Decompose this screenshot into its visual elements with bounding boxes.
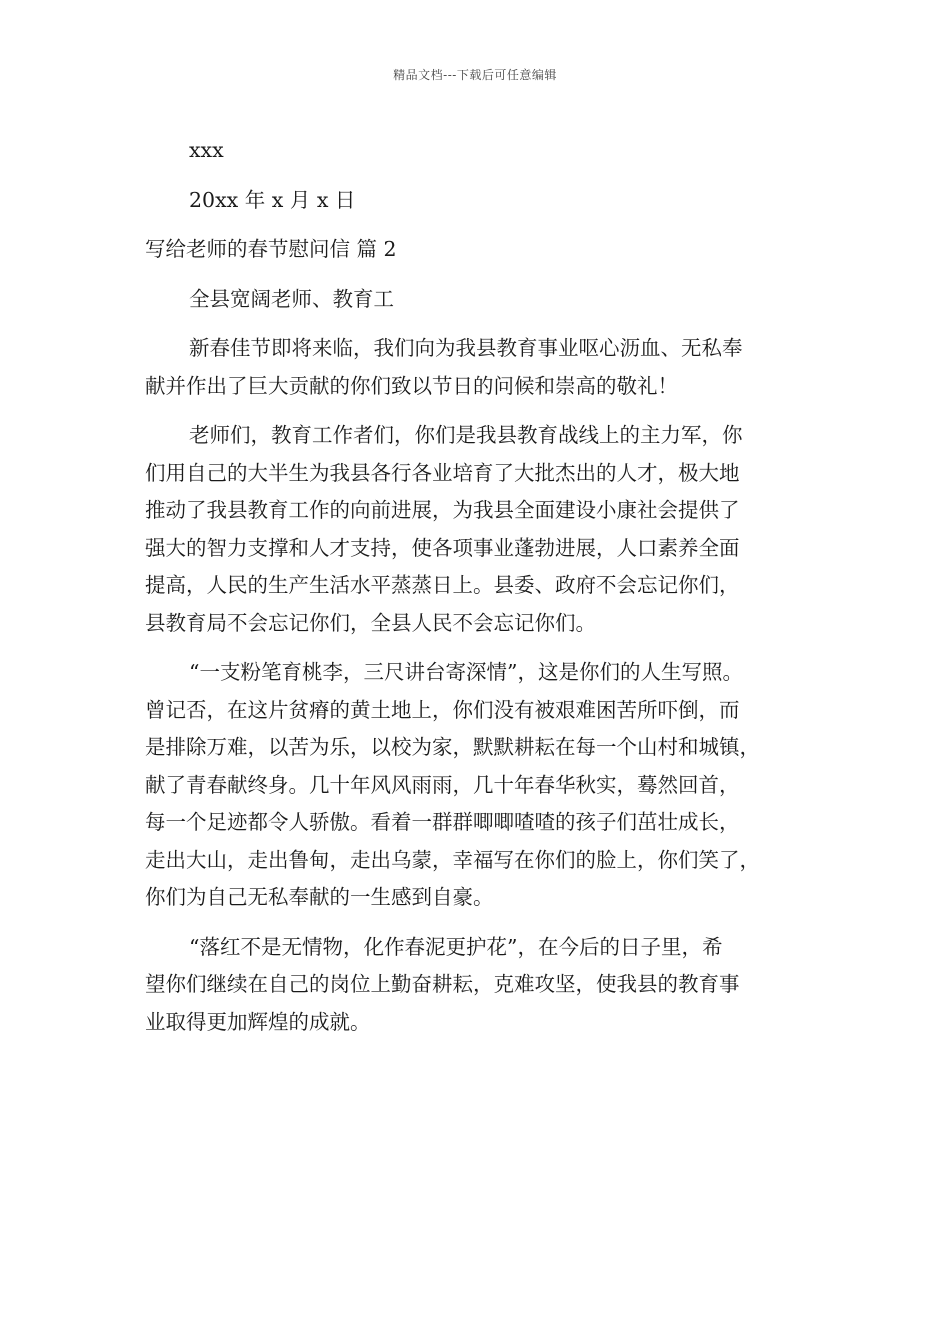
paragraph-line: 望你们继续在自己的岗位上勤奋耕耘，克难攻坚，使我县的教育事: [145, 972, 740, 996]
paragraph-line: 县教育局不会忘记你们，全县人民不会忘记你们。: [145, 610, 596, 635]
section-title: 写给老师的春节慰问信 篇 2: [145, 237, 397, 261]
salutation: 全县宽阔老师、教育工: [189, 286, 394, 311]
paragraph-3: [145, 654, 835, 917]
paragraph-line: 们用自己的大半生为我县各行各业培育了大批杰出的人才，极大地: [145, 460, 740, 485]
paragraph-line: 献了青春献终身。几十年风风雨雨，几十年春华秋实，蓦然回首，: [145, 772, 740, 797]
paragraph-line: 提高，人民的生产生活水平蒸蒸日上。县委、政府不会忘记你们，: [145, 573, 740, 597]
paragraph-line: 新春佳节即将来临，我们向为我县教育事业呕心沥血、无私奉: [189, 336, 743, 360]
paragraph-line: 走出大山，走出鲁甸，走出乌蒙，幸福写在你们的脸上，你们笑了，: [145, 847, 760, 872]
paragraph-line: 老师们，教育工作者们，你们是我县教育战线上的主力军，你: [189, 423, 743, 447]
paragraph-line: 业取得更加辉煌的成就。: [145, 1009, 371, 1034]
paragraph-line: 献并作出了巨大贡献的你们致以节日的问候和崇高的敬礼！: [145, 373, 678, 398]
signature-name: xxx: [189, 138, 224, 162]
document-body: [145, 132, 835, 1041]
paragraph-2: [145, 417, 835, 642]
paragraph-line: 强大的智力支撑和人才支持，使各项事业蓬勃进展，人口素养全面: [145, 535, 740, 560]
paragraph-4: [145, 929, 835, 1042]
signature-date: 20xx 年 x 月 x 日: [189, 187, 356, 212]
paragraph-line: 每一个足迹都令人骄傲。看着一群群唧唧喳喳的孩子们茁壮成长，: [145, 810, 740, 834]
paragraph-line: “落红不是无情物，化作春泥更护花”，在今后的日子里，希: [189, 934, 723, 959]
paragraph-line: “一支粉笔育桃李，三尺讲台寄深情”，这是你们的人生写照。: [189, 660, 743, 684]
paragraph-line: 你们为自己无私奉献的一生感到自豪。: [145, 885, 494, 909]
paragraph-line: 是排除万难，以苦为乐，以校为家，默默耕耘在每一个山村和城镇，: [145, 735, 760, 759]
paragraph-line: 推动了我县教育工作的向前进展，为我县全面建设小康社会提供了: [145, 498, 740, 522]
paragraph-line: 曾记否，在这片贫瘠的黄土地上，你们没有被艰难困苦所吓倒，而: [145, 697, 740, 722]
page-header: 精品文档---下载后可任意编辑: [393, 68, 557, 82]
paragraph-1: [145, 330, 835, 405]
